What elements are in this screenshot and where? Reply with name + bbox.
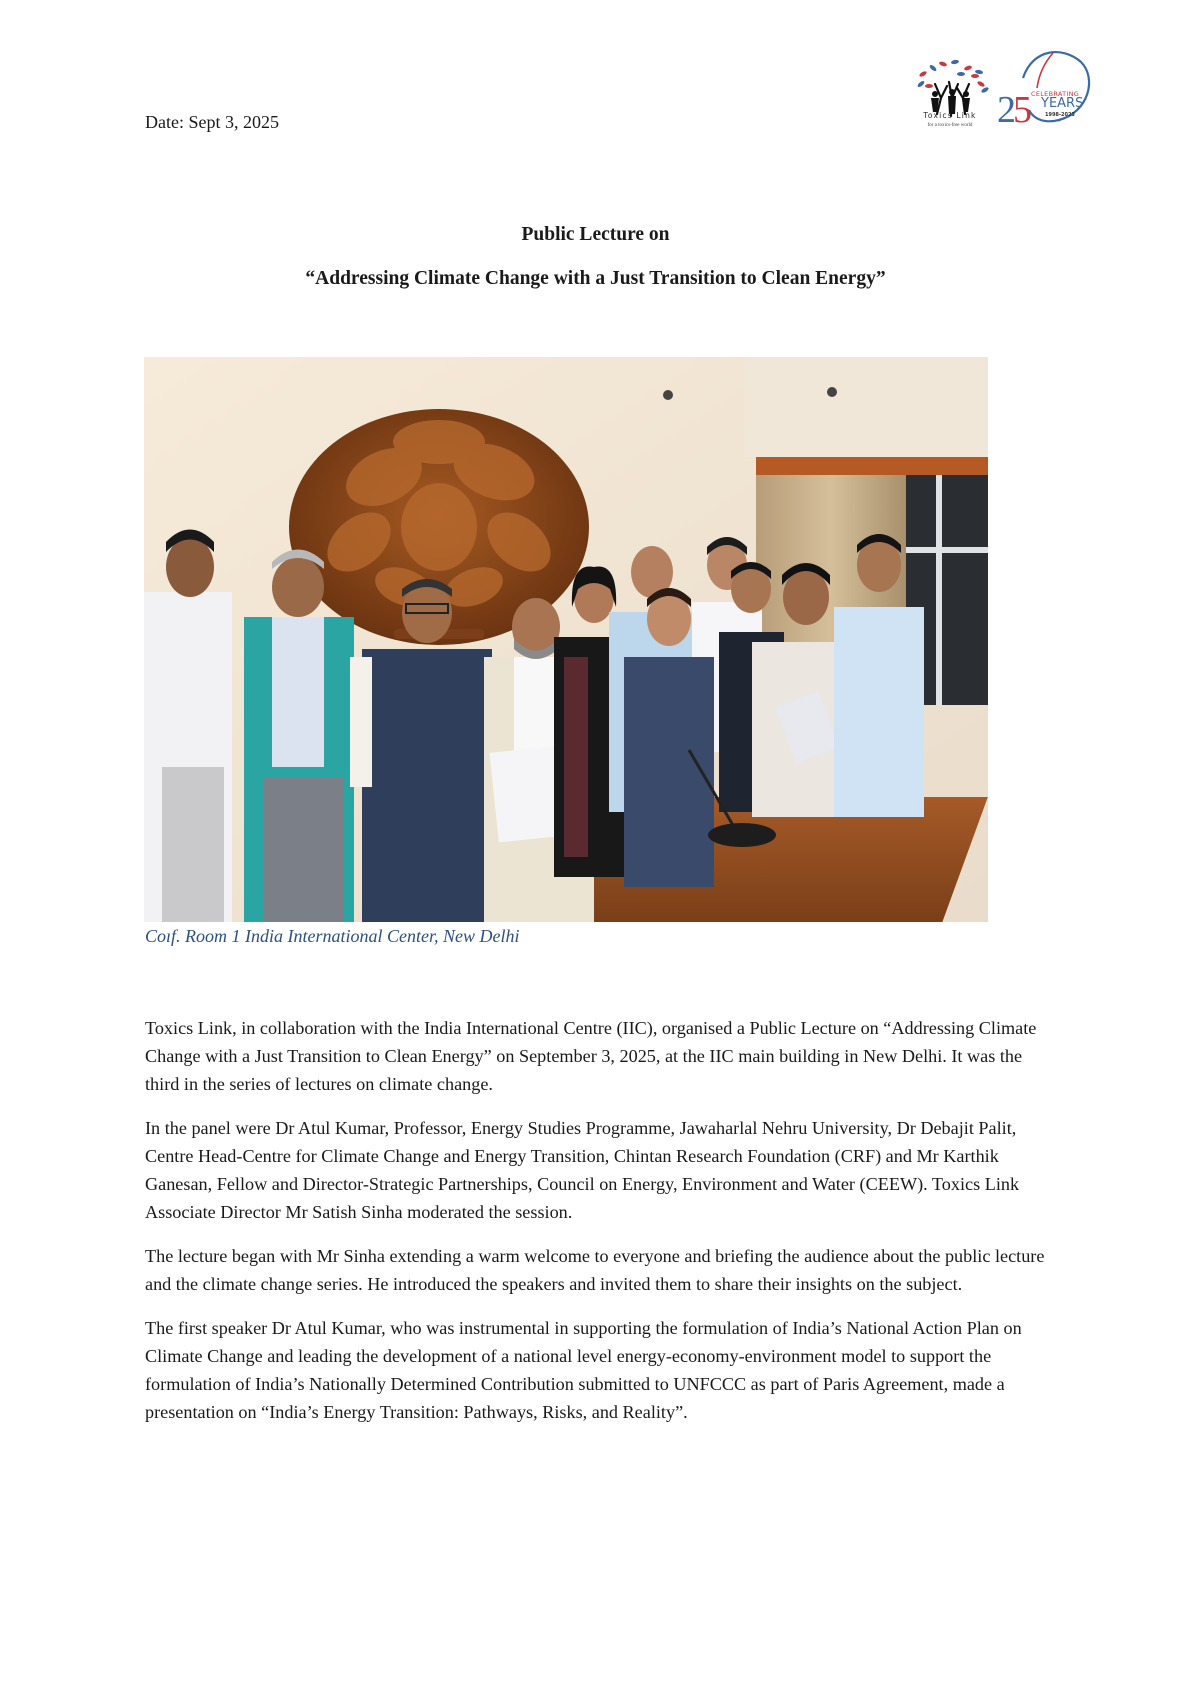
paragraph-first-speaker: The first speaker Dr Atul Kumar, who was instrumental in supporting the formulation of India’s National Action Plan on Climate Change and leading the development of a national level energy-economy-environment model to support the formulation of India’s Nationally Determined Contribution submitted to UNFCCC as part of Paris Agreement, made a presentation on “India’s Energy Transition: Pathways, Risks, and Reality”. xyxy=(145,1318,1022,1422)
anniversary-years: YEARS xyxy=(1041,96,1084,111)
header-logos xyxy=(905,48,1095,140)
anniversary-range: 1998-2023 xyxy=(1045,112,1075,118)
document-date: Date: Sept 3, 2025 xyxy=(145,112,279,132)
anniversary-dots: ••• xyxy=(1052,119,1062,125)
paragraph-panel: In the panel were Dr Atul Kumar, Professor, Energy Studies Programme, Jawaharlal Nehru University, Dr Debajit Palit, Centre Head-Centre for Climate Change and Energy Transition, Chintan Research Foundation (CRF) and Mr Karthik Ganesan, Fellow and Director-Strategic Partnerships, Council on Energy, Environment and Water (CEEW). Toxics Link Associate Director Mr Satish Sinha moderated the session. xyxy=(145,1118,1020,1222)
article-body xyxy=(145,1014,1050,1442)
anniversary-digit-five: 5 xyxy=(1013,89,1029,131)
anniversary-number xyxy=(997,88,1029,132)
page-title-line2: “Addressing Climate Change with a Just Transition to Clean Energy” xyxy=(305,268,886,289)
toxics-link-tagline: for a toxics-free world xyxy=(927,123,973,128)
anniversary-digit-two: 2 xyxy=(997,89,1013,131)
photo-caption: Coıf. Room 1 India International Center, New Delhi xyxy=(145,926,520,946)
paragraph-intro: Toxics Link, in collaboration with the India International Centre (IIC), organised a Public Lecture on “Addressing Climate Change with a Just Transition to Clean Energy” on September 3, 2025, at the IIC main building in New Delhi. It was the third in the series of lectures on climate change. xyxy=(145,1018,1037,1094)
toxics-link-name: Toxics Link xyxy=(923,111,977,120)
anniversary-celebrating: CELEBRATING xyxy=(1031,90,1080,98)
group-photo-illustration xyxy=(144,357,988,922)
page-title-line1: Public Lecture on xyxy=(521,224,670,245)
paragraph-welcome: The lecture began with Mr Sinha extending a warm welcome to everyone and briefing the audience about the public lecture and the climate change series. He introduced the speakers and invited them to share their insights on the subject. xyxy=(145,1246,1045,1294)
event-group-photo xyxy=(144,357,988,922)
